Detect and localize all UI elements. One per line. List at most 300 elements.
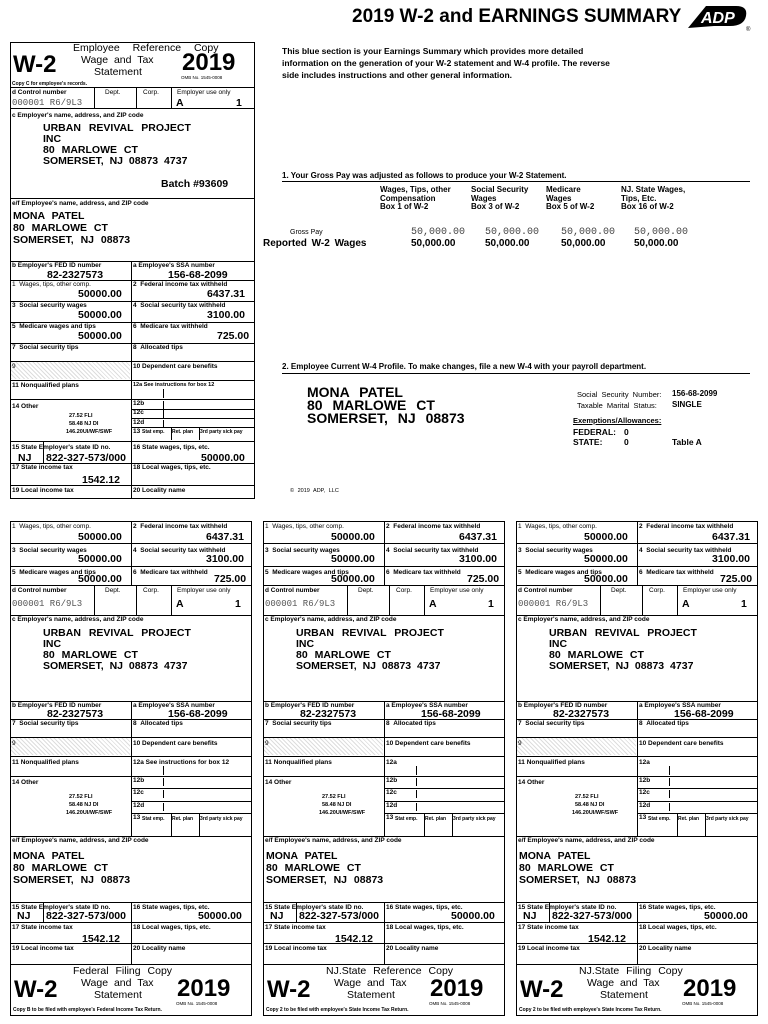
employer-addr2: SOMERSET, NJ 08873 4737 [43,660,188,672]
box5-label: 5 Medicare wages and tips [12,569,96,576]
box5-value: 50000.00 [331,573,375,585]
box6-label: 6 Medicare tax withheld [133,569,208,576]
box13-ret: Ret. plan [172,816,194,822]
section2-title: 2. Employee Current W-4 Profile. To make changes, file a new W-4 with your payroll department. [282,362,647,371]
box4-value: 3100.00 [206,553,244,565]
box12d-label: 12d [133,419,145,426]
box20-label: 20 Locality name [133,945,186,952]
form-w2-label: W-2 [267,976,311,1003]
w4-table-label: Table A [672,437,702,447]
box14-line3: 146.20UI/WF/SWF [66,429,113,435]
box7-label: 7 Social security tips [12,720,79,727]
fein-value: 82-2327573 [47,708,104,720]
reported-box16: 50,000.00 [634,238,679,249]
box4-value: 3100.00 [712,553,750,565]
copy-note: Copy 2 to be filed with employee's State Income Tax Return. [519,1007,662,1013]
box15-state: NJ [523,910,537,922]
copy-note: Copy C for employee's records. [12,81,88,87]
box12b-label: 12b [639,777,651,784]
w2-copy-state-ref [263,521,505,1016]
employee-addr1: 80 MARLOWE CT [13,222,108,234]
box9-label: 9 [265,740,269,747]
employee-addr2: SOMERSET, NJ 08873 [266,874,384,886]
corp-label: Corp. [396,587,412,594]
box19-label: 19 Local income tax [518,945,580,952]
adp-logo-text: ADP [701,10,735,27]
box6-value: 725.00 [214,573,247,585]
copy-title-line2: Statement [94,66,142,78]
box12d-label: 12d [639,802,651,809]
control-label: d Control number [12,89,67,96]
box7-label: 7 Social security tips [12,344,79,351]
box4-label: 4 Social security tax withheld [133,547,226,554]
box18-label: 18 Local wages, tips, etc. [386,924,464,931]
w4-federal-label: FEDERAL: [573,427,616,437]
w2-copy-federal [10,521,252,1016]
employee-name: MONA PATEL [13,850,85,862]
reported-label: Reported W-2 Wages [263,238,367,249]
box8-label: 8 Allocated tips [133,720,183,727]
box16-label: 16 State wages, tips, etc. [133,444,210,451]
section2-rule [282,373,750,374]
form-year: 2019 [182,49,236,76]
employer-name2: INC [43,638,62,650]
box15-state: NJ [270,910,284,922]
w4-marital-value: SINGLE [672,400,702,409]
fein-value: 82-2327573 [47,269,104,281]
copy-title-line2: Statement [347,989,395,1001]
employee-label: e/f Employee's name, address, and ZIP code [12,200,149,207]
employer-addr1: 80 MARLOWE CT [43,649,138,661]
w4-ssn-value: 156-68-2099 [672,389,718,398]
box16-value: 50000.00 [451,910,495,922]
col-header-box5: Medicare Wages Box 5 of W-2 [546,185,595,211]
box14-line2: 58.48 NJ DI [322,802,352,808]
copy-title-line2: Statement [600,989,648,1001]
box16-label: 16 State wages, tips, etc. [386,904,463,911]
w4-addr1: 80 MARLOWE CT [307,397,435,413]
fein-label: b Employer's FED ID number [12,702,102,709]
box11-label: 11 Nonqualified plans [518,759,585,766]
omb-number: OMB No. 1545-0008 [429,1001,471,1006]
box13-stat: Stat emp. [648,816,671,822]
fein-value: 82-2327573 [300,708,357,720]
box2-value: 6437.31 [206,531,244,543]
box14-line1: 27.52 FLI [69,794,93,800]
employer-name1: URBAN REVIVAL PROJECT [43,627,191,639]
box12a-label: 12a See instructions for box 12 [133,759,230,766]
box13-ret: Ret. plan [172,429,194,435]
box19-label: 19 Local income tax [265,945,327,952]
control-number: 000001 R6/9L3 [12,599,83,609]
employer-label: c Employer's name, address, and ZIP code [265,616,397,623]
box1-value: 50000.00 [78,531,122,543]
box17-label: 17 State income tax [265,924,326,931]
copy-title-line1: Wage and Tax [587,977,660,989]
box17-value: 1542.12 [82,933,120,945]
box5-value: 50000.00 [584,573,628,585]
corp-label: Corp. [649,587,665,594]
copy-caption: Employee Reference Copy [73,42,219,54]
employer-use-label: Employer use only [430,587,484,594]
box16-value: 50000.00 [704,910,748,922]
box3-label: 3 Social security wages [12,547,87,554]
ssn-label: a Employee's SSA number [133,702,215,709]
employer-name1: URBAN REVIVAL PROJECT [43,122,191,134]
box11-label: 11 Nonqualified plans [12,759,79,766]
form-w2-label: W-2 [520,976,564,1003]
employer-use-a: A [682,598,690,610]
dept-label: Dept. [611,587,627,594]
box2-value: 6437.31 [207,288,245,300]
ssn-value: 156-68-2099 [168,708,228,720]
employer-name2: INC [549,638,568,650]
box8-label: 8 Allocated tips [639,720,689,727]
box14-line3: 146.20UI/WF/SWF [319,810,366,816]
box5-value: 50000.00 [78,330,122,342]
col-header-box1: Wages, Tips, other Compensation Box 1 of W-2 [380,185,451,211]
employer-use-label: Employer use only [177,89,231,96]
control-number: 000001 R6/9L3 [518,599,589,609]
employer-addr2: SOMERSET, NJ 08873 4737 [549,660,694,672]
employer-use-1: 1 [236,97,242,109]
box12a-label: 12a See instructions for box 12 [133,382,215,388]
ssn-label: a Employee's SSA number [639,702,721,709]
gross-pay-label: Gross Pay [290,229,323,236]
section1-title: 1. Your Gross Pay was adjusted as follows to produce your W-2 Statement. [282,171,567,180]
col-header-box3: Social Security Wages Box 3 of W-2 [471,185,529,211]
employer-name2: INC [296,638,315,650]
copy-caption: NJ.State Filing Copy [579,965,683,977]
box6-value: 725.00 [467,573,500,585]
box14-line2: 58.48 NJ DI [69,421,99,427]
box12b-label: 12b [133,400,145,407]
w4-state-value: 0 [624,437,629,447]
box13-number: 13 [386,814,394,821]
gross-pay-box5: 50,000.00 [561,227,616,238]
box14-label: 14 Other [12,403,39,410]
box14-line1: 27.52 FLI [322,794,346,800]
employee-label: e/f Employee's name, address, and ZIP code [12,837,149,844]
box15-id: 822-327-573/000 [46,452,126,464]
box10-label: 10 Dependent care benefits [639,740,724,747]
box9-label: 9 [12,740,16,747]
employee-name: MONA PATEL [266,850,338,862]
gross-pay-box3: 50,000.00 [485,227,540,238]
omb-number: OMB No. 1545-0008 [181,75,223,80]
box1-value: 50000.00 [78,288,122,300]
box17-label: 17 State income tax [12,924,73,931]
form-year: 2019 [683,975,737,1002]
form-w2-label: W-2 [13,51,57,78]
corp-label: Corp. [143,587,159,594]
box4-label: 4 Social security tax withheld [386,547,479,554]
w4-addr2: SOMERSET, NJ 08873 [307,410,465,426]
box15-state: NJ [18,452,32,464]
employer-name1: URBAN REVIVAL PROJECT [549,627,697,639]
w4-marital-label: Taxable Marital Status: [577,401,657,410]
batch-number: Batch #93609 [161,178,229,190]
box4-value: 3100.00 [207,309,245,321]
box10-label: 10 Dependent care benefits [133,363,218,370]
w4-state-label: STATE: [573,437,603,447]
reported-box1: 50,000.00 [411,238,456,249]
box5-value: 50000.00 [78,573,122,585]
employer-label: c Employer's name, address, and ZIP code [518,616,650,623]
box8-label: 8 Allocated tips [386,720,436,727]
box12b-label: 12b [386,777,398,784]
box13-sick: 3rd party sick pay [453,816,496,822]
w4-ssn-label: Social Security Number: [577,390,662,399]
employer-addr2: SOMERSET, NJ 08873 4737 [43,155,188,167]
copy-title-line2: Statement [94,989,142,1001]
box18-label: 18 Local wages, tips, etc. [133,464,211,471]
box12b-label: 12b [133,777,145,784]
box1-label: 1 Wages, tips, other comp. [12,523,91,530]
employer-use-label: Employer use only [177,587,231,594]
box17-value: 1542.12 [82,474,120,486]
box5-label: 5 Medicare wages and tips [518,569,602,576]
box16-label: 16 State wages, tips, etc. [639,904,716,911]
employer-use-1: 1 [741,598,747,610]
w2-copy-c [10,42,255,499]
copyright: © 2019 ADP, LLC [290,488,339,494]
fein-label: b Employer's FED ID number [12,262,102,269]
box14-line2: 58.48 NJ DI [69,802,99,808]
employer-addr2: SOMERSET, NJ 08873 4737 [296,660,441,672]
box15-label: 15 State Employer's state ID no. [12,904,111,911]
form-year: 2019 [177,975,231,1002]
employer-label: c Employer's name, address, and ZIP code [12,112,144,119]
box15-id: 822-327-573/000 [552,910,632,922]
box6-label: 6 Medicare tax withheld [133,323,208,330]
employee-addr2: SOMERSET, NJ 08873 [13,234,131,246]
box12d-label: 12d [386,802,398,809]
dept-label: Dept. [105,587,121,594]
employee-addr1: 80 MARLOWE CT [519,862,614,874]
box19-label: 19 Local income tax [12,487,74,494]
employee-name: MONA PATEL [519,850,591,862]
copy-caption: NJ.State Reference Copy [326,965,454,977]
copy-title-line1: Wage and Tax [334,977,407,989]
gross-pay-box16: 50,000.00 [634,227,689,238]
box6-label: 6 Medicare tax withheld [639,569,714,576]
box2-label: 2 Federal income tax withheld [386,523,481,530]
box13-sick: 3rd party sick pay [706,816,749,822]
box19-label: 19 Local income tax [12,945,74,952]
copy-note: Copy 2 to be filed with employee's State Income Tax Return. [266,1007,409,1013]
fein-value: 82-2327573 [553,708,610,720]
dept-label: Dept. [105,89,121,96]
box18-label: 18 Local wages, tips, etc. [639,924,717,931]
box13-stat: Stat emp. [395,816,418,822]
box4-value: 3100.00 [459,553,497,565]
control-label: d Control number [12,587,67,594]
box15-label: 15 State Employer's state ID no. [12,444,111,451]
employee-addr2: SOMERSET, NJ 08873 [13,874,131,886]
employer-use-a: A [429,598,437,610]
ssn-label: a Employee's SSA number [386,702,468,709]
employer-use-a: A [176,598,184,610]
employee-label: e/f Employee's name, address, and ZIP code [518,837,655,844]
box14-label: 14 Other [518,779,545,786]
box6-value: 725.00 [720,573,753,585]
box13-number: 13 [639,814,647,821]
omb-number: OMB No. 1545-0008 [176,1001,218,1006]
box2-value: 6437.31 [459,531,497,543]
box16-value: 50000.00 [201,452,245,464]
employer-label: c Employer's name, address, and ZIP code [12,616,144,623]
box20-label: 20 Locality name [133,487,186,494]
control-label: d Control number [518,587,573,594]
box17-value: 1542.12 [588,933,626,945]
box14-line1: 27.52 FLI [69,413,93,419]
box13-number: 13 [133,814,141,821]
box17-label: 17 State income tax [12,464,73,471]
employer-addr1: 80 MARLOWE CT [43,144,138,156]
box6-value: 725.00 [217,330,250,342]
employer-use-1: 1 [235,598,241,610]
employee-name: MONA PATEL [13,210,85,222]
ssn-value: 156-68-2099 [421,708,481,720]
box6-label: 6 Medicare tax withheld [386,569,461,576]
ssn-label: a Employee's SSA number [133,262,215,269]
box12c-label: 12c [386,789,397,796]
box10-label: 10 Dependent care benefits [386,740,471,747]
box12c-label: 12c [133,409,144,416]
box15-label: 15 State Employer's state ID no. [265,904,364,911]
box9-label: 9 [12,363,16,370]
box14-line3: 146.20UI/WF/SWF [66,810,113,816]
box3-value: 50000.00 [78,309,122,321]
fein-label: b Employer's FED ID number [518,702,608,709]
ssn-value: 156-68-2099 [674,708,734,720]
box5-label: 5 Medicare wages and tips [12,323,96,330]
box14-label: 14 Other [265,779,292,786]
box13-sick: 3rd party sick pay [200,816,243,822]
employee-addr1: 80 MARLOWE CT [266,862,361,874]
box14-line1: 27.52 FLI [575,794,599,800]
box11-label: 11 Nonqualified plans [12,382,79,389]
adp-logo [684,4,754,32]
box8-label: 8 Allocated tips [133,344,183,351]
form-w2-label: W-2 [14,976,58,1003]
employer-use-1: 1 [488,598,494,610]
box3-label: 3 Social security wages [265,547,340,554]
summary-title: 2019 W-2 and EARNINGS SUMMARY [352,6,682,27]
w4-exemptions-label: Exemptions/Allowances: [573,416,662,425]
adp-reg-mark: ® [746,27,751,32]
box1-label: 1 Wages, tips, other comp. [12,281,91,288]
copy-title-line1: Wage and Tax [81,977,154,989]
box20-label: 20 Locality name [386,945,439,952]
copy-caption: Federal Filing Copy [73,965,173,977]
box2-label: 2 Federal income tax withheld [639,523,734,530]
box14-line2: 58.48 NJ DI [575,802,605,808]
box13-ret: Ret. plan [425,816,447,822]
box2-label: 2 Federal income tax withheld [133,281,228,288]
box11-label: 11 Nonqualified plans [265,759,332,766]
box13-sick: 3rd party sick pay [200,429,243,435]
employee-addr1: 80 MARLOWE CT [13,862,108,874]
box17-value: 1542.12 [335,933,373,945]
corp-label: Corp. [143,89,159,96]
box3-value: 50000.00 [78,553,122,565]
box12a-label: 12a [639,759,650,766]
dept-label: Dept. [358,587,374,594]
control-number: 000001 R6/9L3 [265,599,336,609]
box1-label: 1 Wages, tips, other comp. [518,523,597,530]
box13-number: 13 [133,428,141,435]
box14-line3: 146.20UI/WF/SWF [572,810,619,816]
box4-label: 4 Social security tax withheld [133,302,226,309]
box3-value: 50000.00 [584,553,628,565]
employer-use-a: A [176,97,184,109]
employer-name1: URBAN REVIVAL PROJECT [296,627,444,639]
box12c-label: 12c [639,789,650,796]
box15-id: 822-327-573/000 [299,910,379,922]
box2-value: 6437.31 [712,531,750,543]
box12c-label: 12c [133,789,144,796]
box16-value: 50000.00 [198,910,242,922]
box3-label: 3 Social security wages [12,302,87,309]
box1-value: 50000.00 [584,531,628,543]
control-number: 000001 R6/9L3 [12,98,83,108]
gross-pay-box1: 50,000.00 [411,227,466,238]
employer-addr1: 80 MARLOWE CT [296,649,391,661]
box9-label: 9 [518,740,522,747]
employee-label: e/f Employee's name, address, and ZIP code [265,837,402,844]
box12d-label: 12d [133,802,145,809]
box10-label: 10 Dependent care benefits [133,740,218,747]
box12a-label: 12a [386,759,397,766]
control-label: d Control number [265,587,320,594]
box3-label: 3 Social security wages [518,547,593,554]
reported-box3: 50,000.00 [485,238,530,249]
employer-addr1: 80 MARLOWE CT [549,649,644,661]
reported-box5: 50,000.00 [561,238,606,249]
w2-copy-state-filing [516,521,758,1016]
w4-federal-value: 0 [624,427,629,437]
copy-title-line1: Wage and Tax [81,54,154,66]
box5-label: 5 Medicare wages and tips [265,569,349,576]
box13-ret: Ret. plan [678,816,700,822]
box1-label: 1 Wages, tips, other comp. [265,523,344,530]
box16-label: 16 State wages, tips, etc. [133,904,210,911]
section1-rule [282,181,750,182]
omb-number: OMB No. 1545-0008 [682,1001,724,1006]
box15-id: 822-327-573/000 [46,910,126,922]
employee-addr2: SOMERSET, NJ 08873 [519,874,637,886]
w4-name: MONA PATEL [307,384,403,400]
box14-label: 14 Other [12,779,39,786]
box17-label: 17 State income tax [518,924,579,931]
box7-label: 7 Social security tips [518,720,585,727]
box3-value: 50000.00 [331,553,375,565]
summary-intro: This blue section is your Earnings Summary which provides more detailed information on the generation of your W-2 statement and W-4 profile. The reverse side includes instructions and other general information. [282,46,610,80]
box18-label: 18 Local wages, tips, etc. [133,924,211,931]
employer-name2: INC [43,133,62,145]
box20-label: 20 Locality name [639,945,692,952]
box15-state: NJ [17,910,31,922]
employer-use-label: Employer use only [683,587,737,594]
box13-stat: Stat emp. [142,816,165,822]
ssn-value: 156-68-2099 [168,269,228,281]
form-year: 2019 [430,975,484,1002]
col-header-box16: NJ. State Wages, Tips, Etc. Box 16 of W-2 [621,185,686,211]
box13-stat: Stat emp. [142,429,165,435]
box1-value: 50000.00 [331,531,375,543]
